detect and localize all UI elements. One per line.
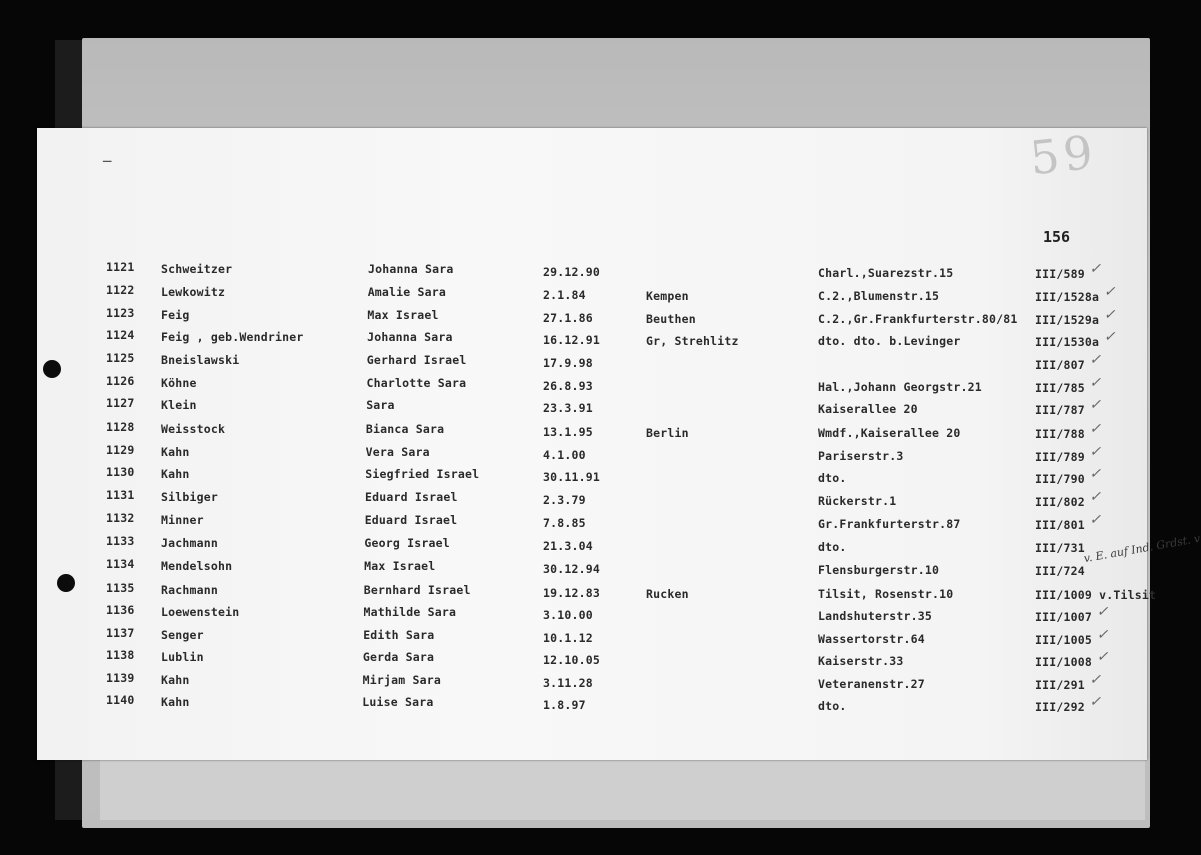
cell-date: 27.1.86 — [543, 311, 593, 326]
cell-surname: Klein — [161, 398, 197, 413]
cell-address: Wmdf.,Kaiserallee 20 — [818, 426, 961, 441]
checkmark-icon: ✓ — [1096, 627, 1109, 643]
checkmark-icon: ✓ — [1089, 375, 1102, 391]
cell-date: 3.10.00 — [543, 608, 593, 623]
checkmark-icon: ✓ — [1089, 694, 1102, 710]
cell-ref: III/292 — [1035, 700, 1085, 715]
cell-address: Gr.Frankfurterstr.87 — [818, 517, 961, 532]
cell-surname: Feig , geb.Wendriner — [161, 330, 304, 345]
cell-no: 1137 — [106, 626, 135, 640]
cell-address: dto. — [818, 540, 847, 555]
cell-date: 4.1.00 — [543, 448, 586, 463]
cell-address: dto. dto. b.Levinger — [818, 334, 961, 349]
checkmark-icon: ✓ — [1089, 672, 1102, 688]
cell-ref: III/731 — [1035, 541, 1085, 556]
cell-given: Luise Sara — [362, 694, 434, 709]
cell-date: 2.1.84 — [543, 288, 586, 303]
cell-surname: Weisstock — [161, 422, 226, 437]
checkmark-icon: ✓ — [1089, 261, 1102, 277]
punch-hole-top — [43, 360, 61, 378]
cell-no: 1122 — [106, 283, 135, 297]
cell-surname: Lublin — [161, 650, 204, 665]
cell-address: Wassertorstr.64 — [818, 632, 925, 647]
cell-given: Mirjam Sara — [362, 672, 441, 687]
cell-date: 2.3.79 — [543, 493, 586, 508]
cell-surname: Minner — [161, 513, 204, 528]
cell-given: Bianca Sara — [365, 421, 445, 436]
cell-address: C.2.,Gr.Frankfurterstr.80/81 — [818, 312, 1018, 327]
cell-date: 29.12.90 — [543, 265, 600, 280]
cell-date: 26.8.93 — [543, 379, 593, 394]
cell-address: dto. — [818, 699, 847, 714]
cell-address: Tilsit, Rosenstr.10 — [818, 587, 954, 602]
cell-ref: III/589 — [1035, 267, 1085, 282]
cell-no: 1132 — [106, 511, 135, 525]
punch-hole-bottom — [57, 574, 75, 592]
cell-given: Edith Sara — [363, 627, 435, 642]
cell-address: Kaiserallee 20 — [818, 402, 918, 417]
cell-place: Beuthen — [646, 312, 696, 326]
page-number: 156 — [1043, 228, 1071, 246]
cell-ref: III/1530a — [1035, 335, 1100, 350]
cell-address: dto. — [818, 471, 847, 486]
cell-given: Eduard Israel — [365, 489, 458, 504]
cell-place: Kempen — [646, 289, 689, 303]
cell-no: 1125 — [106, 351, 135, 365]
checkmark-icon: ✓ — [1089, 421, 1102, 437]
cell-place: Berlin — [646, 426, 689, 440]
cell-address: Landshuterstr.35 — [818, 609, 932, 624]
cell-address: Flensburgerstr.10 — [818, 563, 940, 578]
cell-no: 1121 — [106, 260, 135, 274]
cell-ref: III/789 — [1035, 450, 1085, 465]
cell-ref: III/724 — [1035, 564, 1085, 579]
cell-surname: Senger — [161, 628, 204, 643]
cell-date: 17.9.98 — [543, 356, 593, 371]
cell-ref: III/291 — [1035, 678, 1085, 693]
cell-given: Mathilde Sara — [363, 604, 457, 619]
cell-ref: III/1529a — [1035, 313, 1100, 328]
cell-date: 16.12.91 — [543, 333, 600, 348]
cell-address: Veteranenstr.27 — [818, 677, 925, 692]
cell-ref: III/1528a — [1035, 290, 1100, 305]
cell-ref: III/785 — [1035, 381, 1085, 396]
cell-no: 1124 — [106, 328, 135, 342]
cell-surname: Kahn — [161, 445, 190, 460]
checkmark-icon: ✓ — [1096, 604, 1109, 620]
cell-given: Bernhard Israel — [363, 582, 471, 597]
cell-surname: Bneislawski — [161, 353, 240, 368]
cell-surname: Mendelsohn — [161, 559, 233, 574]
cell-given: Sara — [366, 397, 395, 412]
cell-no: 1135 — [106, 581, 135, 595]
cell-given: Johanna Sara — [367, 329, 453, 344]
checkmark-icon: ✓ — [1103, 329, 1116, 345]
cell-ref: III/1009 v.Tilsit — [1035, 588, 1157, 603]
cell-no: 1136 — [106, 603, 135, 617]
cell-date: 30.12.94 — [543, 562, 600, 577]
cell-surname: Feig — [161, 308, 190, 323]
cell-place: Gr, Strehlitz — [646, 334, 739, 348]
checkmark-icon: ✓ — [1096, 649, 1109, 665]
cell-surname: Kahn — [161, 467, 190, 482]
cell-ref: III/787 — [1035, 403, 1085, 418]
pencil-number: 59 — [1027, 124, 1100, 186]
cell-date: 3.11.28 — [543, 676, 593, 691]
cell-ref: III/1007 — [1035, 610, 1092, 625]
cell-no: 1130 — [106, 465, 135, 479]
cell-ref: III/790 — [1035, 472, 1085, 487]
cell-given: Amalie Sara — [367, 284, 447, 299]
cell-given: Eduard Israel — [364, 512, 458, 527]
cell-no: 1126 — [106, 374, 135, 388]
cell-address: Rückerstr.1 — [818, 494, 897, 509]
cell-given: Max Israel — [367, 307, 439, 322]
checkmark-icon: ✓ — [1089, 512, 1102, 528]
cell-surname: Loewenstein — [161, 605, 240, 620]
cell-address: C.2.,Blumenstr.15 — [818, 289, 940, 304]
cell-given: Max Israel — [364, 558, 436, 573]
cell-date: 13.1.95 — [543, 425, 593, 440]
cell-date: 1.8.97 — [543, 698, 586, 713]
cell-no: 1127 — [106, 396, 135, 410]
cell-given: Vera Sara — [365, 444, 430, 459]
cell-ref: III/788 — [1035, 427, 1085, 442]
cell-no: 1128 — [106, 420, 135, 434]
cell-surname: Jachmann — [161, 536, 218, 551]
cell-no: 1140 — [106, 693, 135, 707]
cell-surname: Köhne — [161, 376, 197, 391]
cell-date: 19.12.83 — [543, 586, 600, 601]
cell-no: 1134 — [106, 557, 135, 571]
dash-mark: ـ — [103, 150, 112, 166]
cell-ref: III/802 — [1035, 495, 1085, 510]
cell-given: Gerda Sara — [362, 649, 435, 664]
cell-date: 10.1.12 — [543, 631, 593, 646]
cell-address: Hal.,Johann Georgstr.21 — [818, 380, 982, 395]
cell-date: 7.8.85 — [543, 516, 586, 531]
cell-no: 1138 — [106, 648, 135, 662]
checkmark-icon: ✓ — [1089, 352, 1102, 368]
cell-surname: Rachmann — [161, 583, 218, 598]
checkmark-icon: ✓ — [1089, 444, 1102, 460]
checkmark-icon: ✓ — [1089, 397, 1102, 413]
cell-date: 12.10.05 — [543, 653, 600, 668]
cell-surname: Lewkowitz — [161, 285, 226, 300]
cell-ref: III/807 — [1035, 358, 1085, 373]
cell-place: Rucken — [646, 587, 689, 601]
cell-surname: Schweitzer — [161, 262, 233, 277]
cell-surname: Silbiger — [161, 490, 218, 505]
cell-ref: III/1005 — [1035, 633, 1092, 648]
cell-surname: Kahn — [161, 673, 190, 688]
cell-no: 1123 — [106, 306, 135, 320]
cell-no: 1139 — [106, 671, 135, 685]
cell-given: Siegfried Israel — [365, 466, 480, 481]
cell-given: Georg Israel — [364, 535, 450, 550]
cell-ref: III/1008 — [1035, 655, 1092, 670]
cell-date: 30.11.91 — [543, 470, 600, 485]
checkmark-icon: ✓ — [1103, 284, 1116, 300]
cell-no: 1129 — [106, 443, 135, 457]
cell-address: Charl.,Suarezstr.15 — [818, 266, 954, 281]
cell-no: 1133 — [106, 534, 135, 548]
handwritten-note: v. E. auf Ind. Grdst. v — [1082, 531, 1201, 566]
cell-given: Johanna Sara — [368, 261, 454, 276]
cell-given: Gerhard Israel — [366, 352, 467, 367]
cell-address: Kaiserstr.33 — [818, 654, 904, 669]
cell-no: 1131 — [106, 488, 135, 502]
checkmark-icon: ✓ — [1103, 307, 1116, 323]
cell-date: 23.3.91 — [543, 401, 593, 416]
checkmark-icon: ✓ — [1089, 466, 1102, 482]
bottom-sheet — [100, 758, 1145, 820]
cell-given: Charlotte Sara — [366, 375, 467, 390]
checkmark-icon: ✓ — [1089, 489, 1102, 505]
cell-surname: Kahn — [161, 695, 190, 710]
cell-address: Pariserstr.3 — [818, 449, 904, 464]
cell-date: 21.3.04 — [543, 539, 593, 554]
cell-ref: III/801 — [1035, 518, 1085, 533]
